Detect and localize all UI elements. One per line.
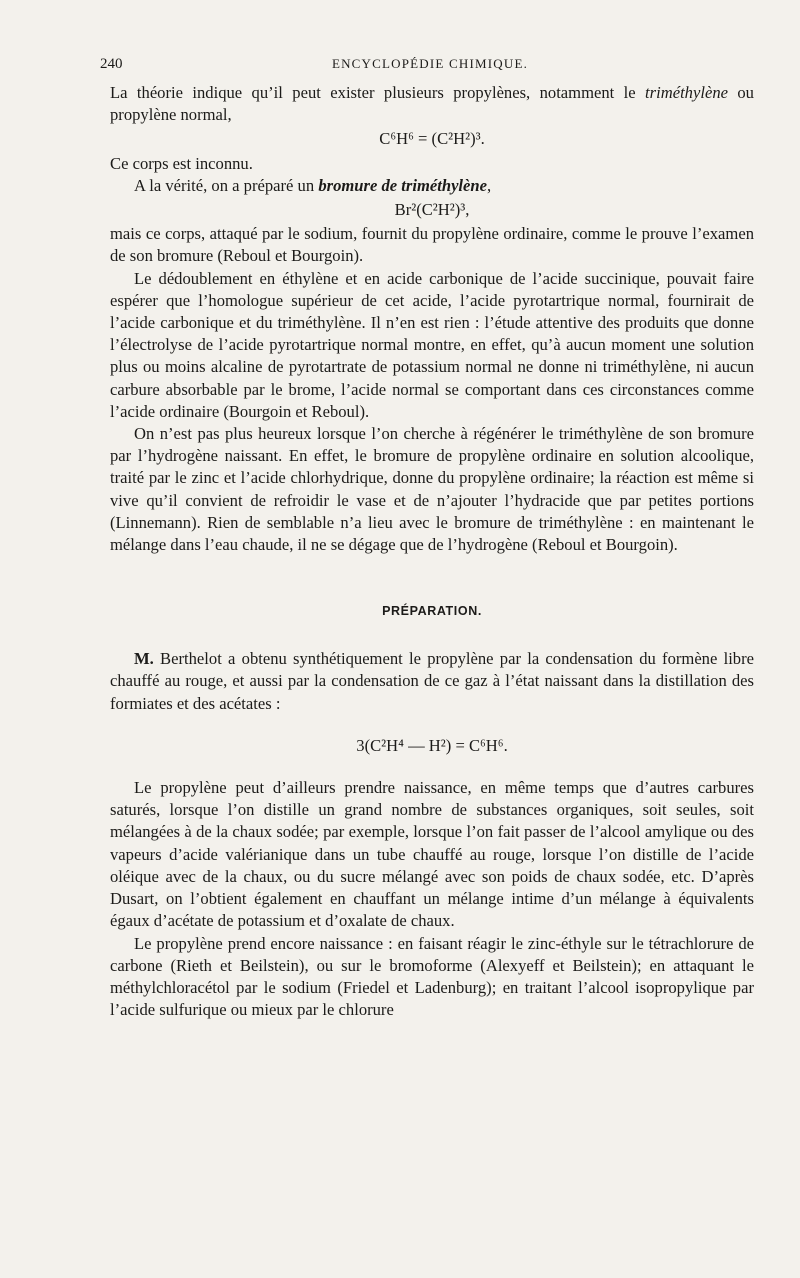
p3-emphasis: bromure de triméthylène (318, 175, 488, 195)
page-header (100, 56, 760, 78)
p7-text: Berthelot a obtenu synthétiquement le propylène par la condensation du formène libre chauffé au rouge, et aussi par la condensation de ce gaz à l’état naissant dans la distillation des formiates et des acétates : (110, 649, 754, 713)
p3-text-pre: A la vérité, on a préparé un (134, 175, 319, 195)
paragraph-bromide-prepared (110, 175, 754, 197)
p3-text-post: , (487, 175, 492, 195)
paragraph-trimethylene-theory (110, 82, 754, 126)
formula-spacer-top (110, 715, 754, 733)
paragraph-zinc-ethyl: Le propylène prend encore naissance : en faisant réagir le zinc-éthyle sur le tétrachlorure de carbone (Rieth et Beilstein), ou sur le bromoforme (Alexyeff et Beilstein); en attaquant le méthylchloracétol par le sodium (Friedel et Ladenburg); en traitant l’alcool isopropylique par l’acide sulfurique ou mieux par le chlorure (110, 933, 754, 1020)
p1-text-pre: La théorie indique qu’il peut exister plusieurs propylènes, notamment le (110, 83, 646, 102)
paragraph-berthelot (110, 648, 754, 715)
p1-emphasis: triméthylène (645, 83, 728, 102)
section-heading-preparation: PRÉPARATION. (382, 604, 482, 619)
page-number: 240 (100, 56, 123, 72)
paragraph-distillation: Le propylène peut d’ailleurs prendre naissance, en même temps que d’autres carbures saturés, lorsque l’on distille un grand nombre de substances organiques, soit seules, soit mélangées à de la chaux sodée; par exemple, lorsque l’on fait passer de l’alcool amylique ou des vapeurs d’acide valérianique dans un tube chauffé au rouge, lorsque l’on distille de l’acide oléique avec de la chaux, ou du sucre mélangé avec son poids de chaux sodée, etc. D’après Dusart, on l’obtient également en chauffant un mélange intime d’un mélange à équivalents égaux d’acétate de potassium et d’oxalate de chaux. (110, 778, 754, 931)
formula-trimethylene: C⁶H⁶ = (C²H²)³. (379, 129, 485, 149)
p1-text-post: ou propylène normal, (110, 83, 754, 125)
page-body (110, 82, 754, 1021)
p7-lead: M. (134, 649, 154, 669)
paragraph-succinic-acid: Le dédoublement en éthylène et en acide carbonique de l’acide succinique, pouvait faire espérer que l’homologue supérieur de cet acide, l’acide pyrotartrique normal, fournirait de l’acide carbonique et du triméthylène. Il n’en est rien : l’étude attentive des produits que donne l’électrolyse de l’acide pyrotartrique normal montre, en effet, qu’à aucun moment une solution plus ou moins alcaline de pyrotartrate de potassium normal ne donne ni triméthylène, ni aucun carbure absorbable par le brome, l’acide normal se comportant dans ces circonstances comme l’acide ordinaire (Bourgoin et Reboul). (110, 268, 754, 421)
formula-condensation: 3(C²H⁴ — H²) = C⁶H⁶. (356, 735, 508, 755)
formula-spacer-bottom (110, 759, 754, 777)
paragraph-regeneration: On n’est pas plus heureux lorsque l’on cherche à régénérer le triméthylène de son bromure par l’hydrogène naissant. En effet, le bromure de propylène ordinaire en solution alcoolique, traité par le zinc et l’acide chlorhydrique, donne du propylène ordinaire; la réaction est même si vive qu’il convient de refroidir le vase et de n’ajouter l’hydracide que par petites portions (Linnemann). Rien de semblable n’a lieu avec le bromure de triméthylène : en maintenant le mélange dans l’eau chaude, il ne se dégage que de l’hydrogène (Reboul et Bourgoin). (110, 424, 754, 555)
running-title: ENCYCLOPÉDIE CHIMIQUE. (331, 56, 529, 71)
paragraph-unknown: Ce corps est inconnu. (110, 153, 253, 173)
paragraph-sodium-attack: mais ce corps, attaqué par le sodium, fournit du propylène ordinaire, comme le prouve l’examen de son bromure (Reboul et Bourgoin). (110, 224, 754, 266)
formula-bromide: Br²(C²H²)³, (394, 200, 470, 220)
